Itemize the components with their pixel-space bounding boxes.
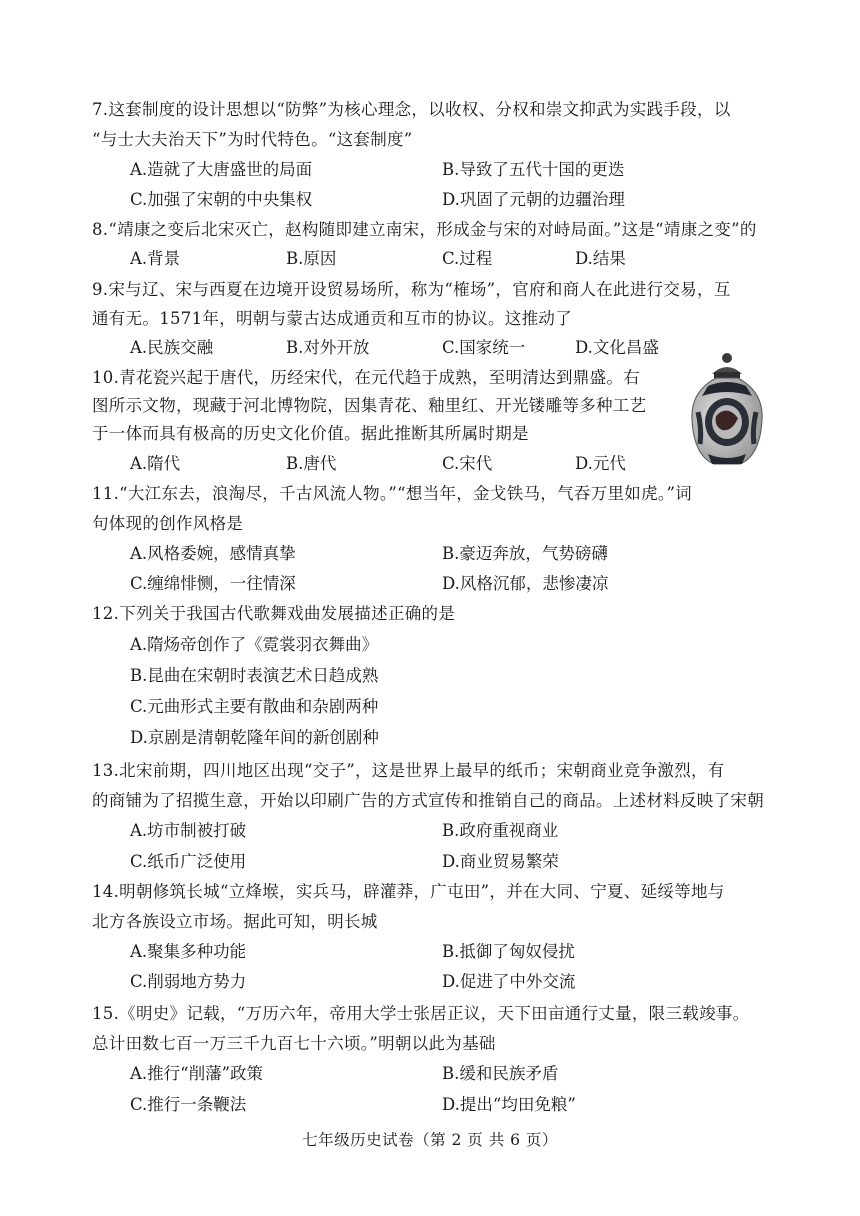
q8-option-d: D.结果 [575, 249, 626, 268]
q14-option-b: B.抵御了匈奴侵扰 [442, 942, 575, 961]
q8-stem-line1: 8.“靖康之变后北宋灭亡，赵构随即建立南宋，形成金与宋的对峙局面。”这是“靖康之变”的 [92, 220, 757, 239]
q9-stem-line2: 通有无。1571年，明朝与蒙古达成通贡和互市的协议。这推动了 [92, 309, 572, 328]
q14-stem-line2: 北方各族设立市场。据此可知，明长城 [92, 912, 378, 931]
q7-option-a: A.造就了大唐盛世的局面 [130, 160, 313, 179]
q7-option-c: C.加强了宋朝的中央集权 [130, 190, 313, 209]
q9-stem-line1: 9.宋与辽、宋与西夏在边境开设贸易场所，称为“榷场”，官府和商人在此进行交易，互 [92, 280, 731, 299]
q13-stem-line1: 13.北宋前期，四川地区出现“交子”，这是世界上最早的纸币；宋朝商业竞争激烈，有 [92, 761, 725, 780]
q10-option-b: B.唐代 [286, 454, 337, 473]
q14-option-a: A.聚集多种功能 [130, 942, 247, 961]
q14-option-d: D.促进了中外交流 [442, 972, 576, 991]
q12-option-c: C.元曲形式主要有散曲和杂剧两种 [130, 697, 379, 716]
q7-stem-line1: 7.这套制度的设计思想以“防弊”为核心理念，以收权、分权和崇文抑武为实践手段，以 [92, 100, 731, 119]
q9-option-c: C.国家统一 [442, 338, 526, 357]
q10-stem-line1: 10.青花瓷兴起于唐代，历经宋代，在元代趋于成熟，至明清达到鼎盛。右 [92, 368, 640, 387]
porcelain-jar-image [686, 352, 768, 468]
q15-option-c: C.推行一条鞭法 [130, 1095, 247, 1114]
q12-option-d: D.京剧是清朝乾隆年间的新创剧种 [130, 728, 379, 747]
q11-stem-line2: 句体现的创作风格是 [92, 514, 244, 533]
q10-stem-line2: 图所示文物，现藏于河北博物院，因集青花、釉里红、开光镂雕等多种工艺 [92, 396, 647, 415]
q8-option-b: B.原因 [286, 249, 337, 268]
q10-option-c: C.宋代 [442, 454, 493, 473]
q15-stem-line1: 15.《明史》记载，“万历六年，帝用大学士张居正议，天下田亩通行丈量，限三载竣事。 [92, 1004, 750, 1023]
q14-stem-line1: 14.明朝修筑长城“立烽堠，实兵马，辟灌莽，广屯田”，并在大同、宁夏、延绥等地与 [92, 882, 725, 901]
q13-option-d: D.商业贸易繁荣 [442, 852, 559, 871]
q8-option-c: C.过程 [442, 249, 493, 268]
q10-option-a: A.隋代 [130, 454, 181, 473]
q13-option-c: C.纸币广泛使用 [130, 852, 247, 871]
q12-option-b: B.昆曲在宋朝时表演艺术日趋成熟 [130, 666, 379, 685]
q13-option-b: B.政府重视商业 [442, 821, 559, 840]
q12-option-a: A.隋炀帝创作了《霓裳羽衣舞曲》 [130, 635, 379, 654]
q9-option-d: D.文化昌盛 [575, 338, 659, 357]
q8-option-a: A.背景 [130, 249, 181, 268]
q9-option-b: B.对外开放 [286, 338, 370, 357]
q13-option-a: A.坊市制被打破 [130, 821, 247, 840]
q9-option-a: A.民族交融 [130, 338, 214, 357]
q10-option-d: D.元代 [575, 454, 626, 473]
page-footer: 七年级历史试卷（第 2 页 共 6 页） [302, 1131, 558, 1149]
q11-option-b: B.豪迈奔放，气势磅礴 [442, 544, 608, 563]
q15-option-a: A.推行“削藩”政策 [130, 1064, 264, 1083]
q13-stem-line2: 的商铺为了招揽生意，开始以印刷广告的方式宣传和推销自己的商品。上述材料反映了宋朝 [92, 791, 764, 810]
q10-stem-line3: 于一体而具有极高的历史文化价值。据此推断其所属时期是 [92, 424, 529, 443]
q7-option-d: D.巩固了元朝的边疆治理 [442, 190, 625, 209]
q11-option-c: C.缠绵悱恻，一往情深 [130, 574, 296, 593]
q14-option-c: C.削弱地方势力 [130, 972, 247, 991]
q7-option-b: B.导致了五代十国的更迭 [442, 160, 625, 179]
q11-option-a: A.风格委婉，感情真挚 [130, 544, 296, 563]
q15-option-d: D.提出“均田免粮” [442, 1095, 576, 1114]
q12-stem-line1: 12.下列关于我国古代歌舞戏曲发展描述正确的是 [92, 604, 456, 623]
q7-stem-line2: “与士大夫治天下”为时代特色。“这套制度” [92, 130, 413, 149]
q11-option-d: D.风格沉郁，悲惨凄凉 [442, 574, 609, 593]
q11-stem-line1: 11.“大江东去，浪淘尽，千古风流人物。”“想当年，金戈铁马，气吞万里如虎。”词 [92, 484, 692, 503]
q15-stem-line2: 总计田数七百一万三千九百七十六顷。”明朝以此为基础 [92, 1034, 496, 1053]
q15-option-b: B.缓和民族矛盾 [442, 1064, 559, 1083]
